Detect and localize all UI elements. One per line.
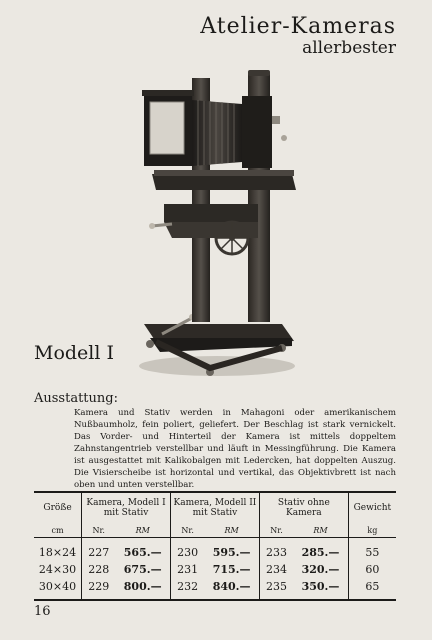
- nr-cell: 227: [82, 538, 116, 562]
- header-size: Größe: [34, 492, 82, 523]
- weight-cell: 65: [348, 578, 396, 600]
- header-stand: Stativ ohne Kamera: [259, 492, 348, 523]
- unit-nr: Nr.: [259, 523, 293, 538]
- header-weight: Gewicht: [348, 492, 396, 523]
- size-cell: 18×24: [38, 546, 77, 559]
- nr-cell: 233: [259, 538, 293, 562]
- header-camera-model-2: Kamera, Modell II mit Stativ: [170, 492, 259, 523]
- price-cell: 320.—: [301, 563, 340, 576]
- unit-cm: cm: [34, 523, 82, 538]
- features-description: Kamera und Stativ werden in Mahagoni oder amerikanischem Nußbaumholz, fein poliert, geliefert. Der Beschlag ist stark vernickelt. Das Vorder- und Hinterteil der Kamera ist mittels doppeltem Zahnstangentrieb verstellbar und läuft in Messingführung. Die Kamera ist ausgestattet mit Kalikobalgen mit Ledercken, hat doppelten Auszug. Die Visierscheibe ist horizontal und vertikal, das Objektivbrett ist nach oben und unten verstellbar.: [74, 408, 396, 490]
- nr-cell: 232: [170, 578, 204, 600]
- price-cell: 595.—: [212, 546, 251, 559]
- section-heading: Ausstattung:: [34, 391, 118, 406]
- studio-camera-illustration: [132, 66, 302, 384]
- nr-cell: 231: [170, 561, 204, 578]
- price-cell: 350.—: [293, 578, 348, 600]
- price-cell: 800.—: [115, 578, 170, 600]
- unit-rm: RM: [204, 523, 259, 538]
- unit-nr: Nr.: [82, 523, 116, 538]
- nr-cell: 234: [259, 561, 293, 578]
- unit-kg: kg: [348, 523, 396, 538]
- price-cell: 840.—: [204, 578, 259, 600]
- page-subtitle: allerbester: [302, 38, 396, 58]
- nr-cell: 235: [259, 578, 293, 600]
- model-name: Modell I: [34, 342, 114, 364]
- table-row: [34, 578, 396, 600]
- nr-cell: 229: [82, 578, 116, 600]
- nr-cell: 228: [82, 561, 116, 578]
- page-number: 16: [34, 604, 51, 619]
- price-cell: 285.—: [301, 546, 340, 559]
- weight-cell: 60: [348, 561, 396, 578]
- size-cell: 24×30: [38, 563, 77, 576]
- unit-rm: RM: [293, 523, 348, 538]
- price-cell: 565.—: [123, 546, 162, 559]
- table-row: [34, 538, 396, 562]
- weight-cell: 55: [348, 538, 396, 562]
- price-cell: 715.—: [212, 563, 251, 576]
- header-camera-model-1: Kamera, Modell I mit Stativ: [82, 492, 171, 523]
- unit-rm: RM: [115, 523, 170, 538]
- price-table: [34, 491, 396, 601]
- unit-nr: Nr.: [170, 523, 204, 538]
- price-cell: 675.—: [123, 563, 162, 576]
- nr-cell: 230: [170, 538, 204, 562]
- page-title: Atelier-Kameras: [200, 14, 396, 39]
- table-row: [34, 561, 396, 578]
- size-cell: 30×40: [34, 578, 82, 600]
